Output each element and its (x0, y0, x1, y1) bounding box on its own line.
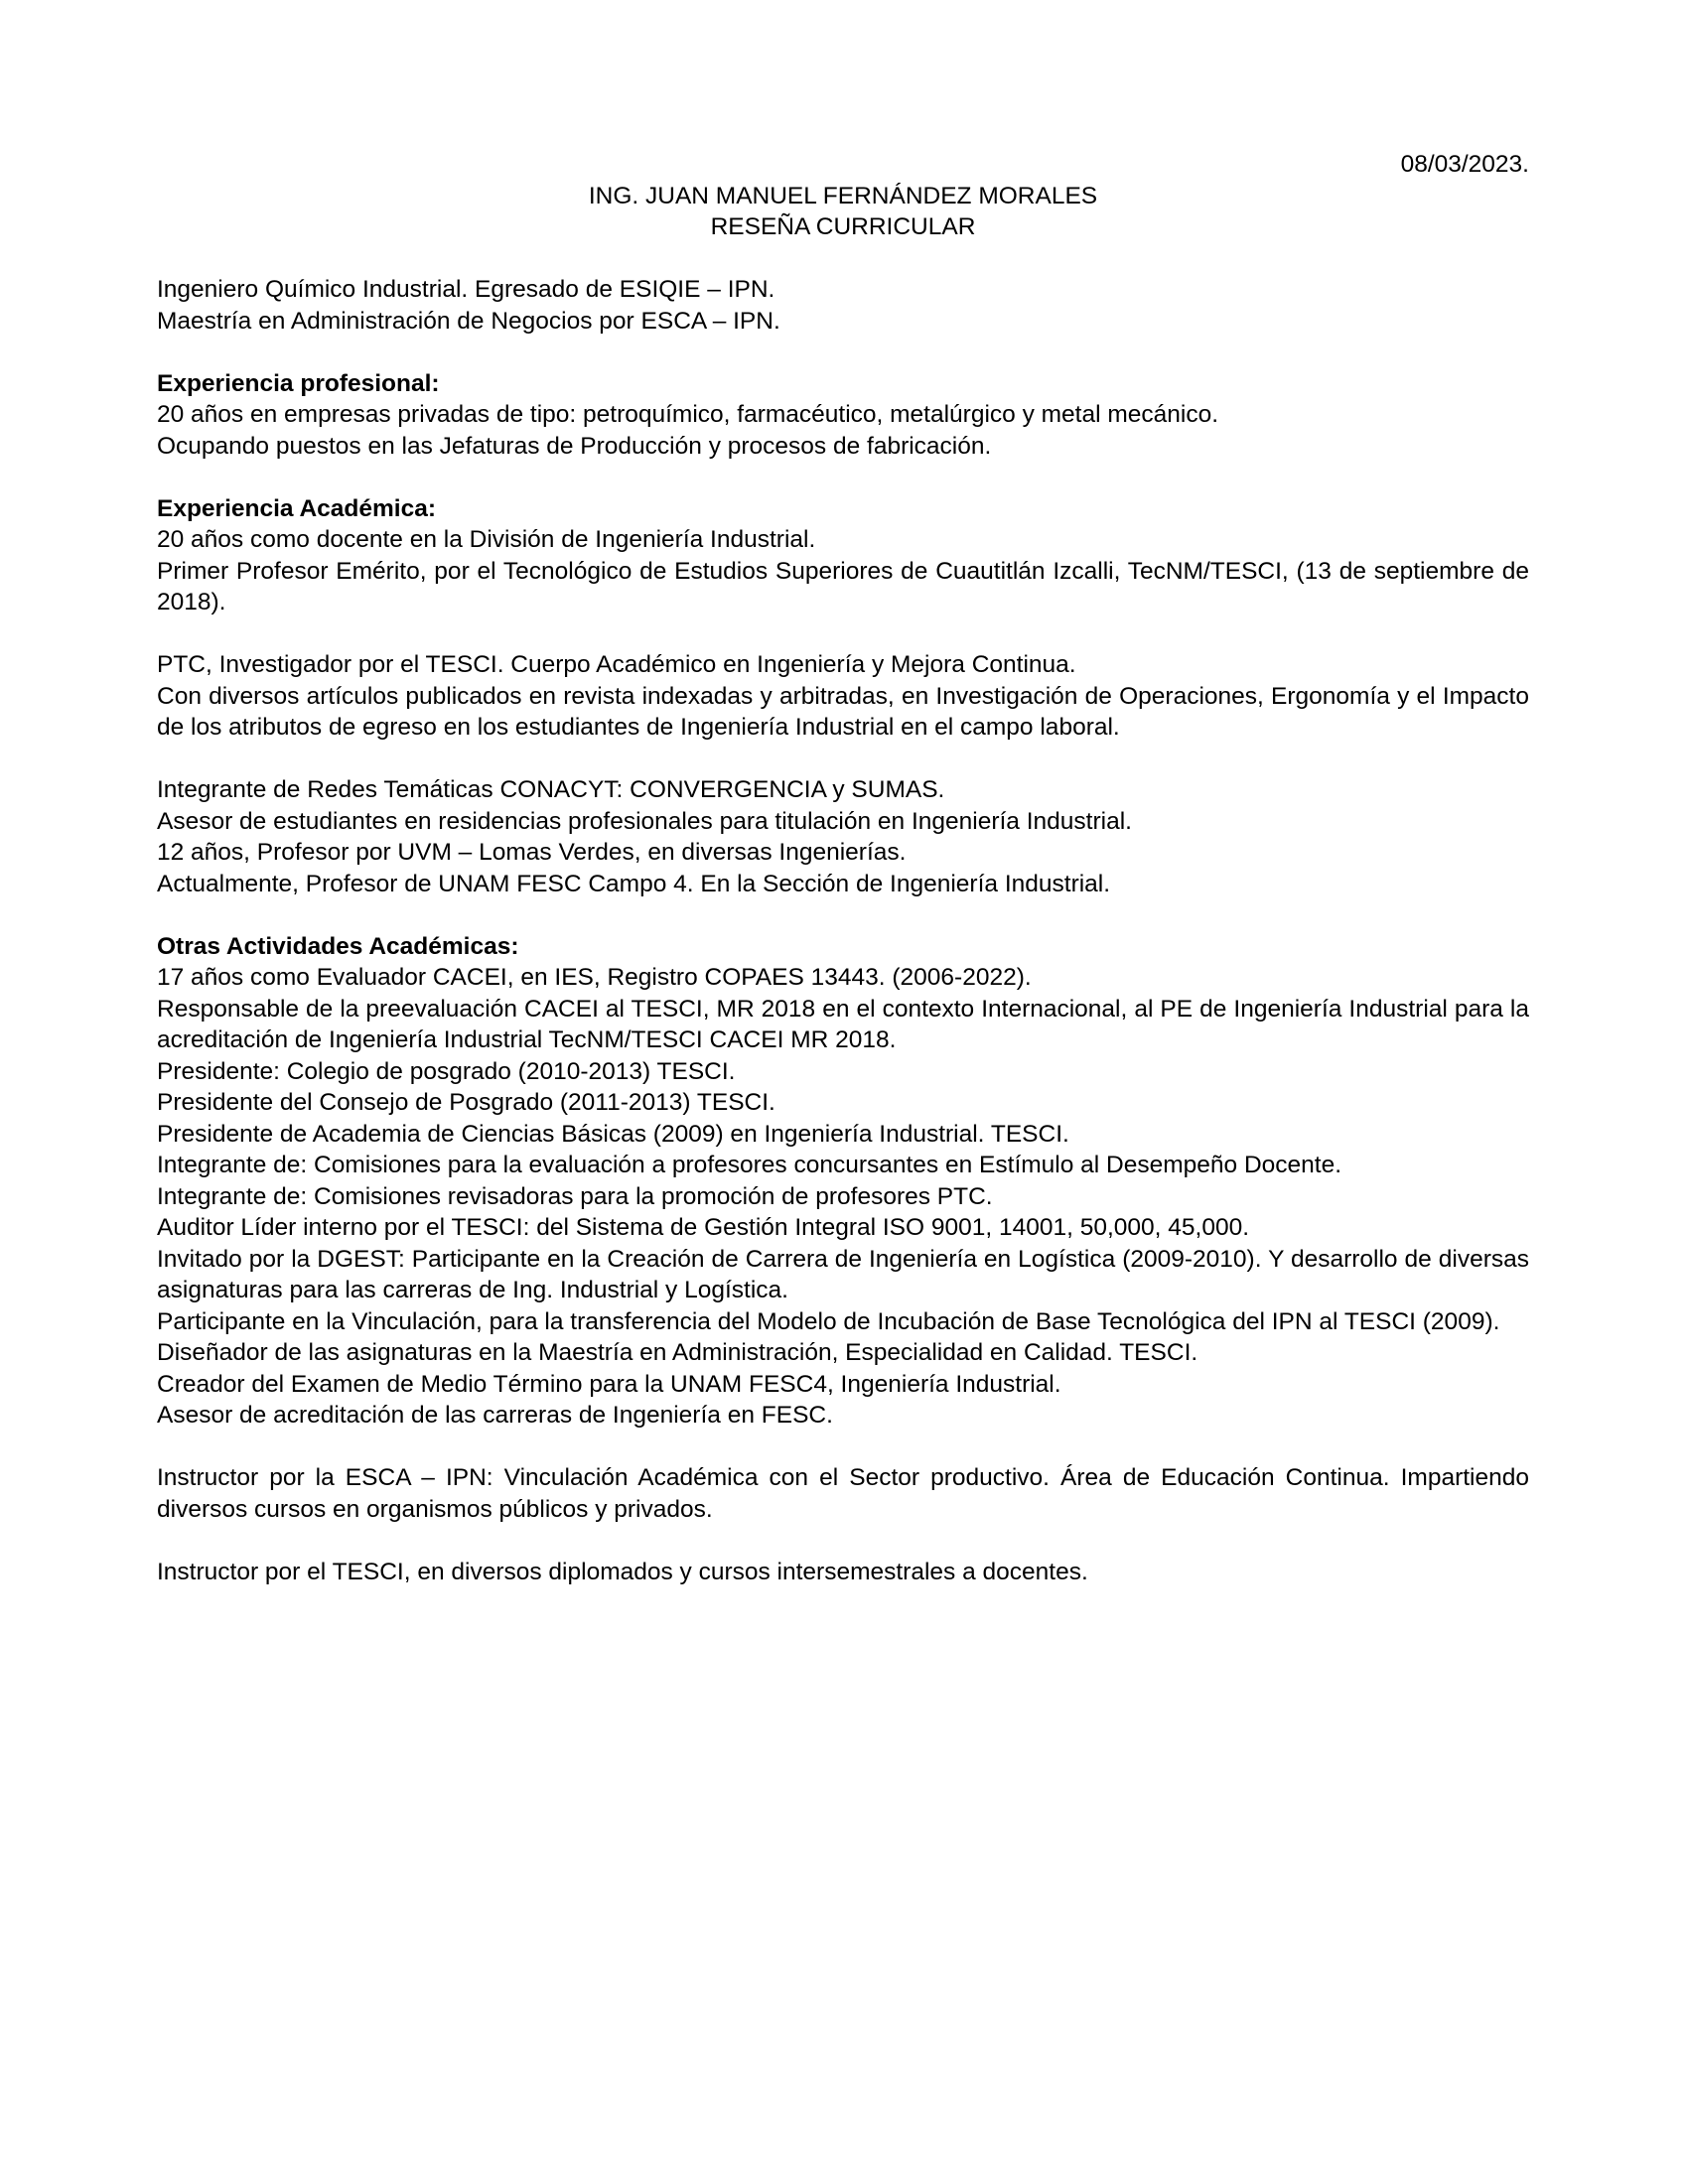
other-line: Diseñador de las asignaturas en la Maestría en Administración, Especialidad en Calidad. TESCI. (157, 1339, 1198, 1366)
other-line: Integrante de: Comisiones para la evaluación a profesores concursantes en Estímulo al Desempeño Docente. (157, 1152, 1342, 1178)
networks-line: Actualmente, Profesor de UNAM FESC Campo 4. En la Sección de Ingeniería Industrial. (157, 870, 1111, 897)
academic-line: Primer Profesor Emérito, por el Tecnológico de Estudios Superiores de Cuautitlán Izcalli, TecNM/TESCI, (13 de septiembre de 2018). (157, 557, 1529, 615)
other-line: Asesor de acreditación de las carreras de Ingeniería en FESC. (157, 1402, 833, 1429)
other-line: 17 años como Evaluador CACEI, en IES, Registro COPAES 13443. (2006-2022). (157, 964, 1032, 991)
other-line: Creador del Examen de Medio Término para la UNAM FESC4, Ingeniería Industrial. (157, 1370, 1061, 1398)
document-date: 08/03/2023. (1400, 151, 1529, 178)
research-line: PTC, Investigador por el TESCI. Cuerpo Académico en Ingeniería y Mejora Continua. (157, 651, 1076, 678)
other-activities-heading: Otras Actividades Académicas: (157, 932, 519, 960)
resume-content (157, 149, 1529, 1619)
instructor-line: Instructor por la ESCA – IPN: Vinculación Académica con el Sector productivo. Área de Educación Continua. Impartiendo diversos cursos en organismos públicos y privados. (157, 1464, 1529, 1523)
instructor-tesci-section (157, 1557, 1529, 1588)
instructor-line: Instructor por el TESCI, en diversos diplomados y cursos intersemestrales a docentes. (157, 1558, 1088, 1585)
other-line: Participante en la Vinculación, para la transferencia del Modelo de Incubación de Base Tecnológica del IPN al TESCI (2009). (157, 1307, 1500, 1335)
other-line: Invitado por la DGEST: Participante en la Creación de Carrera de Ingeniería en Logística (2009-2010). Y desarrollo de diversas asignaturas para las carreras de Ing. Industrial y Logística. (157, 1245, 1529, 1303)
professional-experience-heading: Experiencia profesional: (157, 369, 440, 397)
document-header (157, 181, 1529, 243)
document-subtitle: RESEÑA CURRICULAR (710, 213, 976, 240)
networks-line: Asesor de estudiantes en residencias profesionales para titulación en Ingeniería Industrial. (157, 807, 1132, 835)
other-line: Presidente: Colegio de posgrado (2010-2013) TESCI. (157, 1057, 736, 1085)
other-line: Presidente de Academia de Ciencias Básicas (2009) en Ingeniería Industrial. TESCI. (157, 1120, 1069, 1148)
networks-line: Integrante de Redes Temáticas CONACYT: CONVERGENCIA y SUMAS. (157, 776, 945, 803)
instructor-esca-section (157, 1462, 1529, 1525)
professional-experience-section (157, 368, 1529, 463)
other-line: Auditor Líder interno por el TESCI: del Sistema de Gestión Integral ISO 9001, 14001, 50,000, 45,000. (157, 1214, 1250, 1241)
person-name: ING. JUAN MANUEL FERNÁNDEZ MORALES (588, 182, 1098, 209)
research-line: Con diversos artículos publicados en revista indexadas y arbitradas, en Investigación de Operaciones, Ergonomía y el Impacto de los atributos de egreso en los estudiantes de Ingeniería Industrial en el campo laboral. (157, 682, 1529, 741)
other-line: Presidente del Consejo de Posgrado (2011-2013) TESCI. (157, 1089, 775, 1116)
professional-line: Ocupando puestos en las Jefaturas de Producción y procesos de fabricación. (157, 432, 992, 460)
education-section (157, 274, 1529, 337)
networks-line: 12 años, Profesor por UVM – Lomas Verdes, en diversas Ingenierías. (157, 839, 907, 866)
academic-experience-heading: Experiencia Académica: (157, 494, 436, 522)
other-line: Responsable de la preevaluación CACEI al TESCI, MR 2018 en el contexto Internacional, al PE de Ingeniería Industrial para la acreditación de Ingeniería Industrial TecNM/TESCI CACEI MR 2018. (157, 995, 1529, 1053)
other-line: Integrante de: Comisiones revisadoras para la promoción de profesores PTC. (157, 1182, 993, 1210)
academic-line: 20 años como docente en la División de Ingeniería Industrial. (157, 526, 816, 553)
academic-experience-section (157, 493, 1529, 618)
networks-section (157, 774, 1529, 899)
other-activities-section (157, 931, 1529, 1432)
professional-line: 20 años en empresas privadas de tipo: petroquímico, farmacéutico, metalúrgico y metal mecánico. (157, 401, 1219, 428)
education-line: Ingeniero Químico Industrial. Egresado de ESIQIE – IPN. (157, 276, 775, 303)
research-section (157, 649, 1529, 744)
education-line: Maestría en Administración de Negocios por ESCA – IPN. (157, 307, 780, 335)
